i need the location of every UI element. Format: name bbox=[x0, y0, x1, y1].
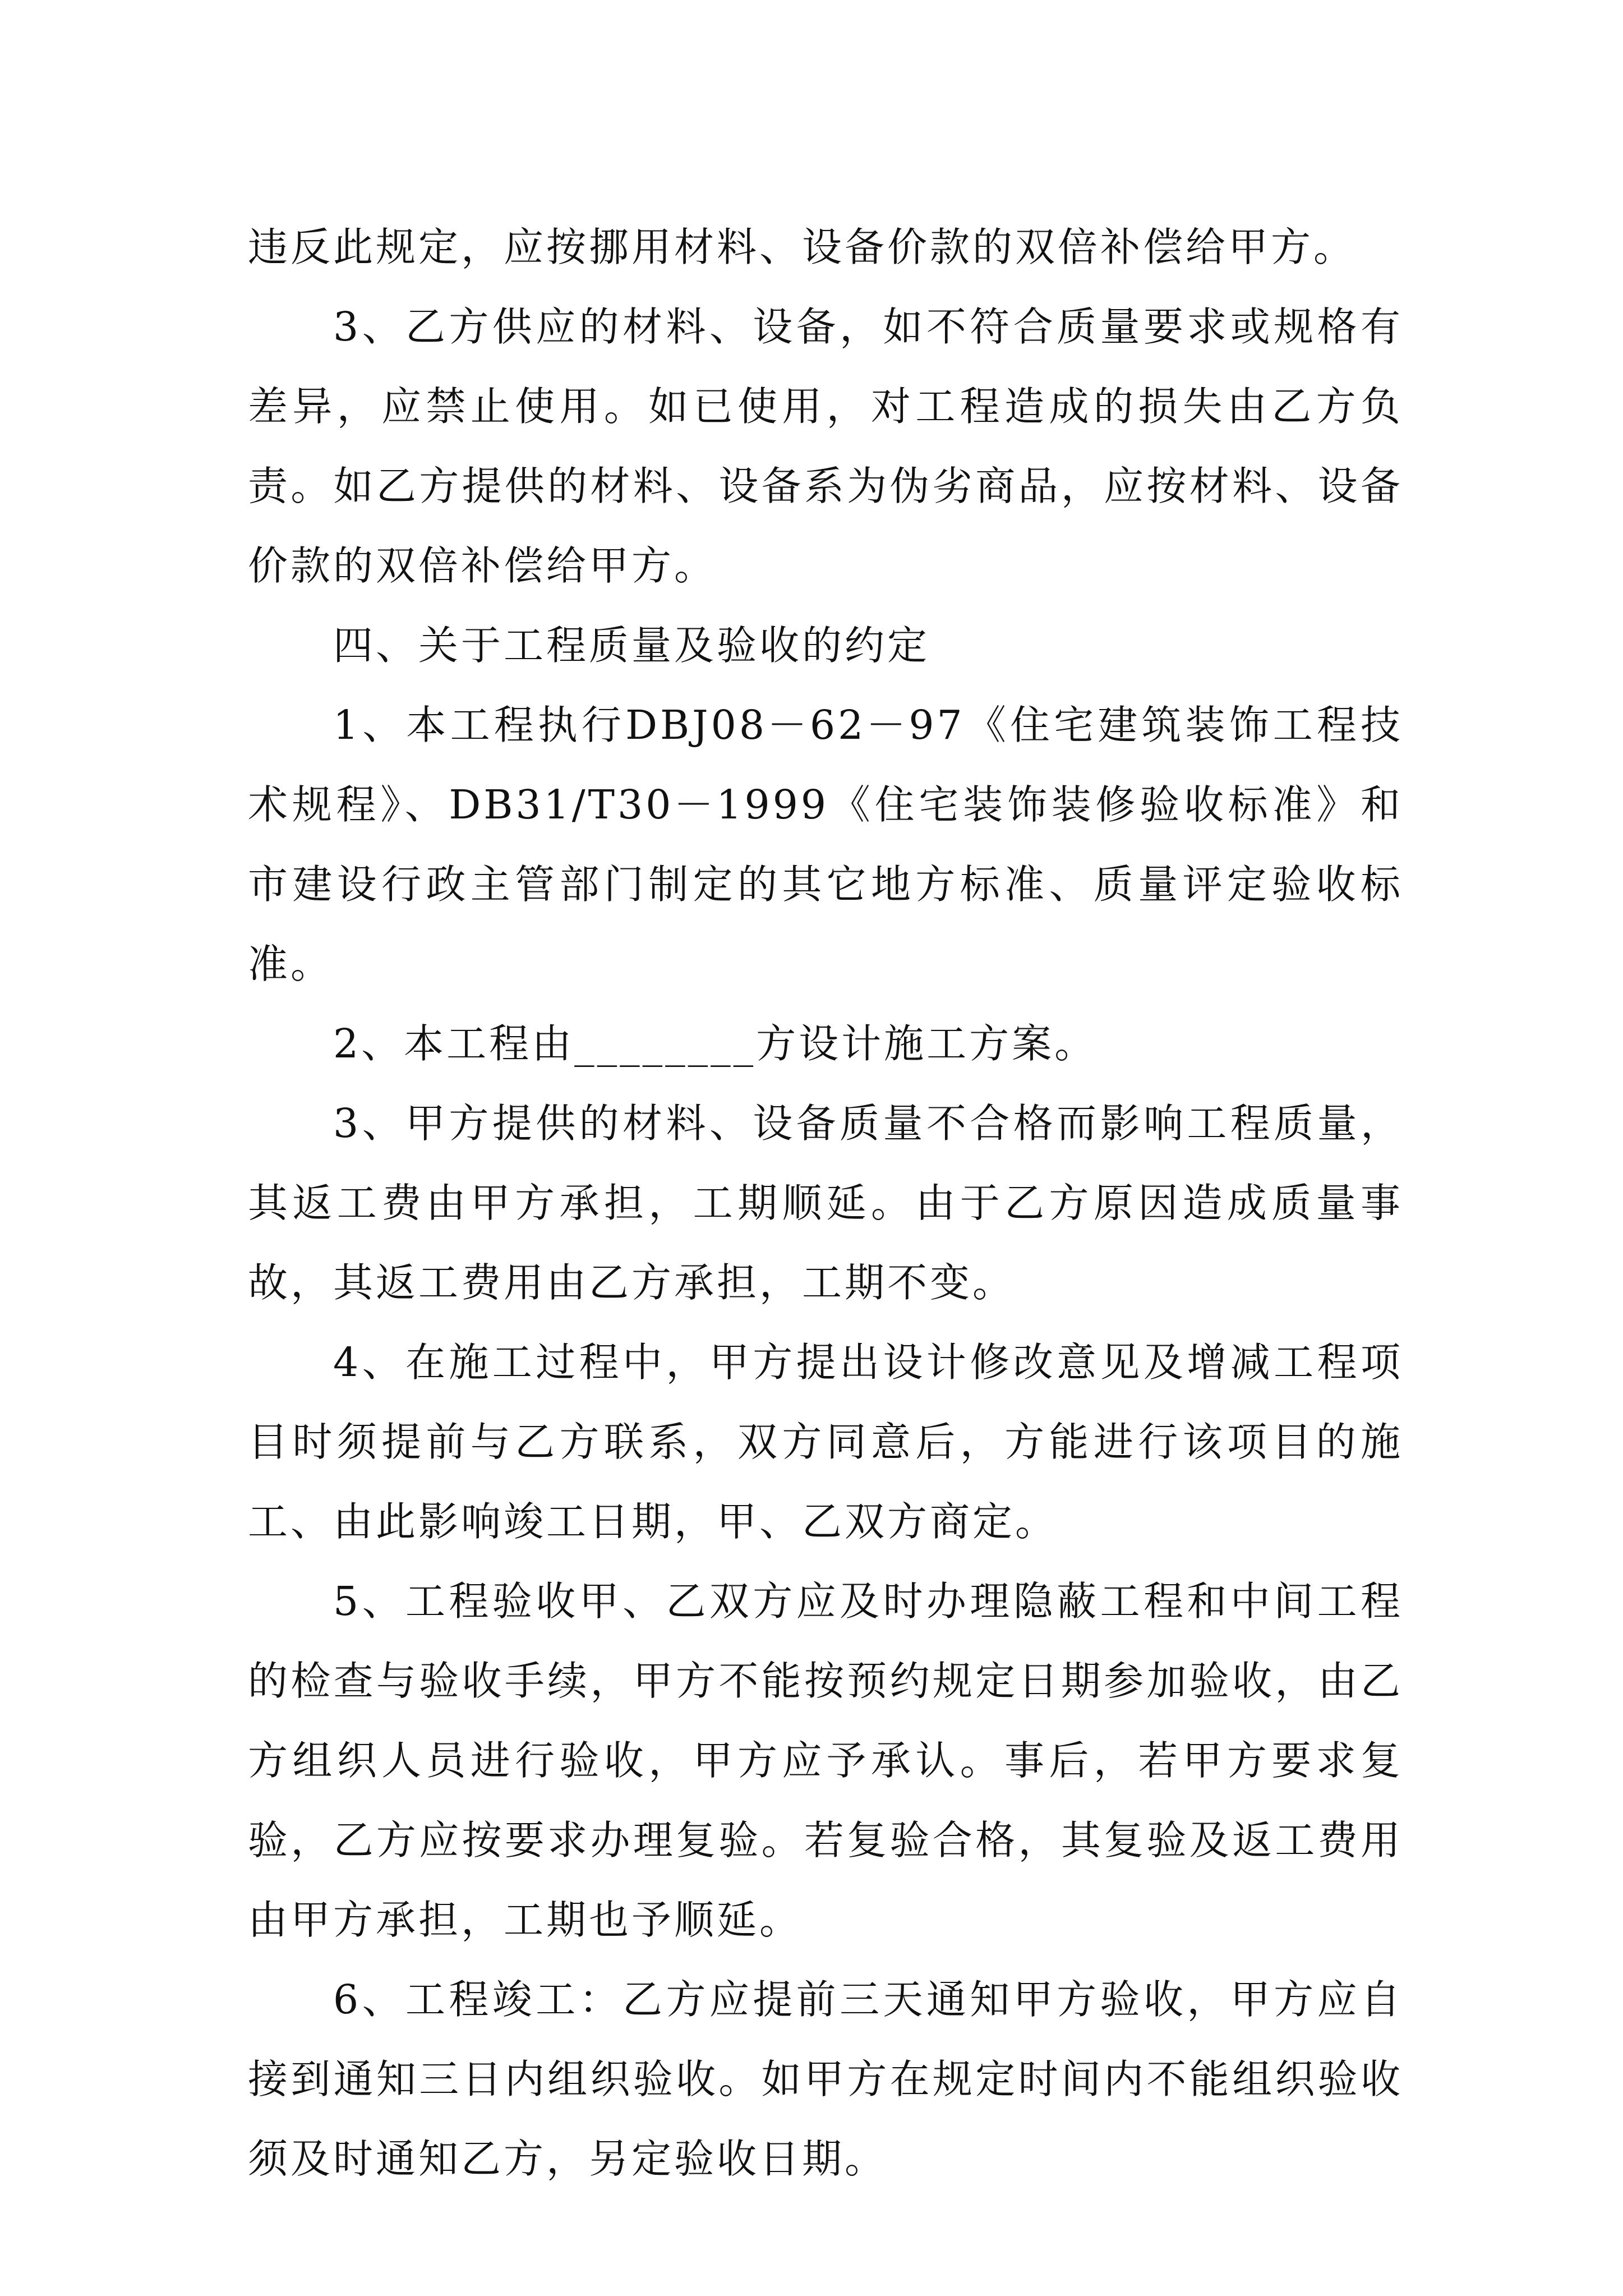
paragraph-clause-3-client-materials: 3、甲方提供的材料、设备质量不合格而影响工程质量，其返工费由甲方承担，工期顺延。由于乙方原因造成质量事故，其返工费用由乙方承担，工期不变。 bbox=[248, 1100, 1403, 1306]
section-heading-quality-acceptance: 四、关于工程质量及验收的约定 bbox=[333, 622, 930, 669]
document-body bbox=[248, 208, 1403, 2199]
paragraph-continuation: 违反此规定，应按挪用材料、设备价款的双倍补偿给甲方。 bbox=[248, 224, 1357, 270]
paragraph-clause-2-design: 2、本工程由________方设计施工方案。 bbox=[333, 1020, 1098, 1067]
paragraph-clause-1-standards: 1、本工程执行DBJ08－62－97《住宅建筑装饰工程技术规程》、DB31/T30－1999《住宅装饰装修验收标准》和市建设行政主管部门制定的其它地方标准、质量评定验收标准。 bbox=[248, 702, 1403, 987]
paragraph-clause-3-supplier-materials: 3、乙方供应的材料、设备，如不符合质量要求或规格有差异，应禁止使用。如已使用，对工程造成的损失由乙方负责。如乙方提供的材料、设备系为伪劣商品，应按材料、设备价款的双倍补偿给甲方。 bbox=[248, 303, 1403, 589]
paragraph-clause-5-acceptance: 5、工程验收甲、乙双方应及时办理隐蔽工程和中间工程的检查与验收手续，甲方不能按预约规定日期参加验收，由乙方组织人员进行验收，甲方应予承认。事后，若甲方要求复验，乙方应按要求办理复验。若复验合格，其复验及返工费用由甲方承担，工期也予顺延。 bbox=[248, 1578, 1403, 1943]
paragraph-clause-6-completion: 6、工程竣工：乙方应提前三天通知甲方验收，甲方应自接到通知三日内组织验收。如甲方在规定时间内不能组织验收须及时通知乙方，另定验收日期。 bbox=[248, 1976, 1403, 2182]
paragraph-clause-4-design-changes: 4、在施工过程中，甲方提出设计修改意见及增减工程项目时须提前与乙方联系，双方同意后，方能进行该项目的施工、由此影响竣工日期，甲、乙双方商定。 bbox=[248, 1339, 1403, 1545]
